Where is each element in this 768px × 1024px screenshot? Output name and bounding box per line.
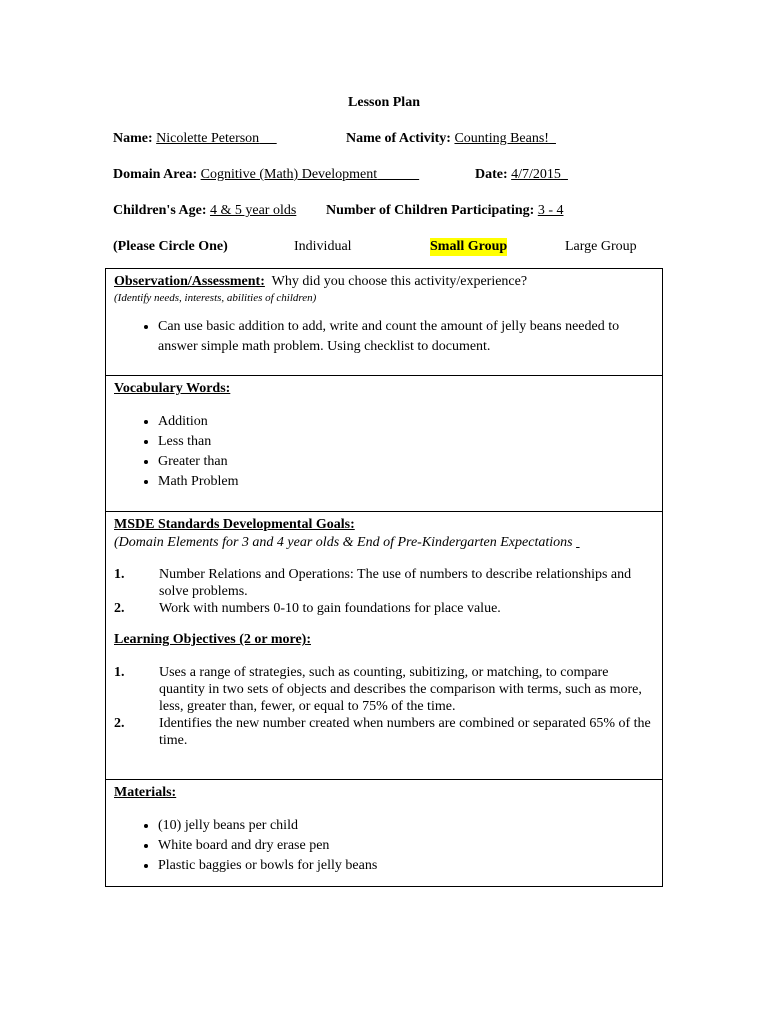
list-item: • Less than [158,432,654,452]
option-large-group: Large Group [565,239,637,254]
materials-section [106,780,663,887]
list-item: • Addition [158,412,654,432]
list-item: • (10) jelly beans per child [158,816,654,836]
participants-label: Number of Children Participating: [326,203,535,218]
standards-subheading: (Domain Elements for 3 and 4 year olds & End of Pre-Kindergarten Expectations [114,535,573,551]
name-label: Name: [113,131,153,146]
participants-row [326,202,563,220]
list-item: 2. Identifies the new number created when numbers are combined or separated 65% of the time. [114,715,651,748]
vocabulary-cell [106,376,663,512]
observation-list [114,317,654,357]
activity-row [346,130,556,148]
age-value: 4 & 5 year olds [209,203,297,218]
list-item: • Math Problem [158,472,654,492]
list-item: • White board and dry erase pen [158,836,654,856]
activity-value: Counting Beans! [454,131,549,146]
list-item: 2. Work with numbers 0-10 to gain foundations for place value. [114,601,501,617]
list-item: 1. Uses a range of strategies, such as counting, subitizing, or matching, to compare quantity in two sets of objects and describes the comparison with terms, such as more, less, greater than, fewer, or equal to 75% of the time. [114,664,642,714]
page-title: Lesson Plan [348,95,420,110]
option-small-group: Small Group [430,238,507,256]
observation-heading: Observation/Assessment: [114,274,265,289]
list-item: • Can use basic addition to add, write and count the amount of jelly beans needed to answer simple math problem. Using checklist to document. [158,317,654,357]
name-row [113,130,277,148]
standards-section [106,512,663,780]
vocabulary-heading: Vocabulary Words: [114,381,231,396]
participants-value: 3 - 4 [537,203,564,218]
option-individual: Individual [294,239,352,254]
domain-row [113,166,419,184]
standards-cell [106,512,663,780]
name-value: Nicolette Peterson [156,131,260,146]
observation-question: Why did you choose this activity/experience? [271,274,528,289]
objectives-heading: Learning Objectives (2 or more): [114,632,311,648]
lesson-plan-table [105,268,663,887]
domain-value: Cognitive (Math) Development [200,167,378,182]
age-row [113,202,296,220]
date-label: Date: [475,167,508,182]
observation-cell [106,269,663,376]
list-item: 1. Number Relations and Operations: The use of numbers to describe relationships and solve problems. [114,567,632,600]
observation-section [106,269,663,376]
vocabulary-list [114,412,654,492]
materials-cell [106,780,663,887]
domain-label: Domain Area: [113,167,198,182]
date-row [475,166,568,184]
vocabulary-section [106,376,663,512]
observation-note: (Identify needs, interests, abilities of children) [114,292,317,305]
list-item: • Plastic baggies or bowls for jelly beans [158,856,654,876]
age-label: Children's Age: [113,203,207,218]
date-value: 4/7/2015 [511,167,561,182]
observation-header [114,273,654,291]
standards-heading: MSDE Standards Developmental Goals: [114,517,355,532]
list-item: • Greater than [158,452,654,472]
materials-heading: Materials: [114,785,177,800]
circle-one-label: (Please Circle One) [113,239,228,254]
materials-list [114,816,654,876]
standards-list [114,566,654,617]
objectives-list [114,664,654,749]
activity-label: Name of Activity: [346,131,451,146]
